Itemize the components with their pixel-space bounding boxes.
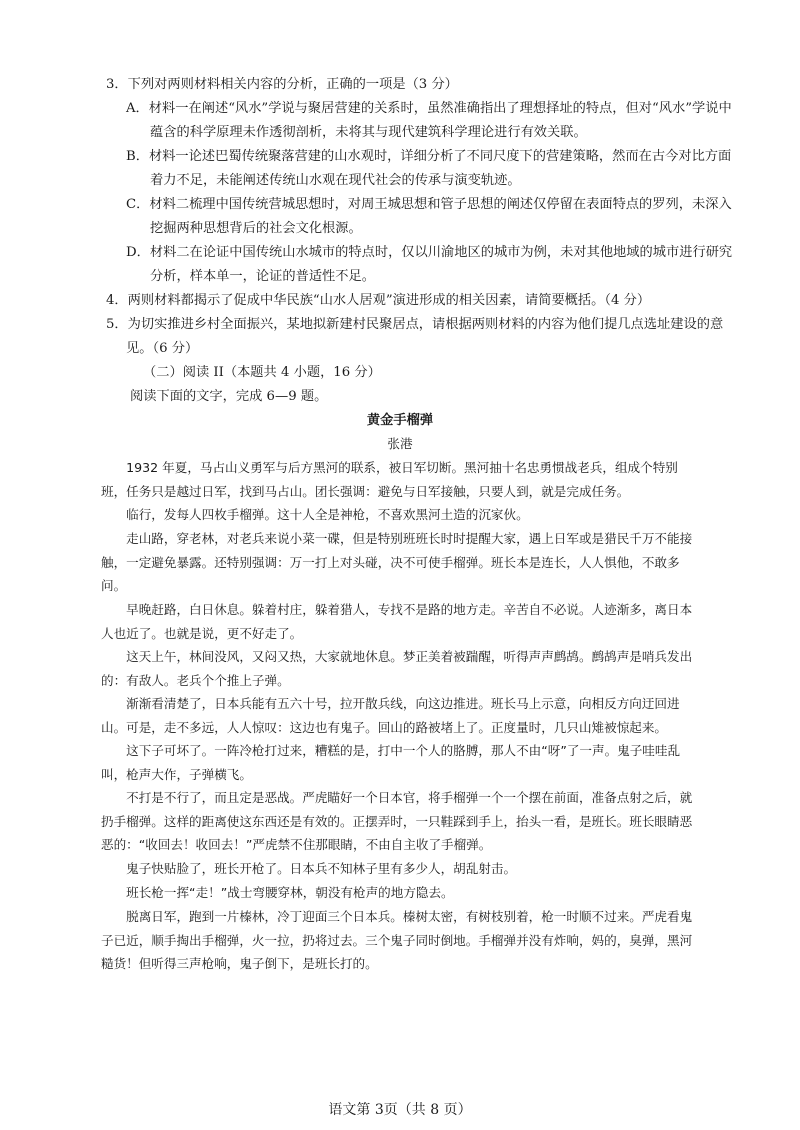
section-heading: （二）阅读 II（本题共 4 小题，16 分） bbox=[143, 365, 381, 380]
question-3-option-d: D．材料二在论证中国传统山水城市的特点时，仅以川渝地区的城市为例，未对其他地域的城市进行研究分析，样本单一，论证的普适性不足。 bbox=[126, 245, 733, 284]
question-5: 5．为切实推进乡村全面振兴，某地拟新建村民聚居点，请根据两则材料的内容为他们提几点选址建设的意见。（6 分） bbox=[106, 317, 724, 356]
story-paragraph: 临行，发每人四枚手榴弹。这十人全是神枪，不喜欢黑河土造的沉家伙。 bbox=[126, 507, 529, 522]
question-3-option-c: C．材料二梳理中国传统营城思想时，对周王城思想和管子思想的阐述仅停留在表面特点的罗列，未深入挖掘两种思想背后的社会文化根源。 bbox=[126, 197, 732, 236]
story-paragraph: 1932 年夏，马占山义勇军与后方黑河的联系，被日军切断。黑河抽十名忠勇惯战老兵，组成个特别班，任务只是越过日军，找到马占山。团长强调：避免与日军接触，只要人到，就是完成任务。 bbox=[101, 460, 678, 499]
story-title: 黄金手榴弹 bbox=[366, 413, 434, 428]
page-footer: 语文第 3页（共 8 页） bbox=[328, 1102, 472, 1118]
story-paragraph: 这下子可坏了。一阵冷枪打过来，糟糕的是，打中一个人的胳膊，那人不由“呀”了一声。鬼子哇哇乱叫，枪声大作，子弹横飞。 bbox=[101, 743, 681, 782]
story-author: 张港 bbox=[387, 436, 413, 451]
question-3-option-b: B．材料一论述巴蜀传统聚落营建的山水观时，详细分析了不同尺度下的营建策略，然而在古今对比方面着力不足，未能阐述传统山水观在现代社会的传承与演变轨迹。 bbox=[126, 149, 732, 188]
story-paragraph: 早晚赶路，白日休息。躲着村庄，躲着猎人，专找不是路的地方走。辛苦自不必说。人迹渐多，离日本人也近了。也就是说，更不好走了。 bbox=[101, 602, 693, 641]
question-4: 4．两则材料都揭示了促成中华民族“山水人居观”演进形成的相关因素，请简要概括。（4 分） bbox=[106, 293, 651, 308]
section-instruction: 阅读下面的文字，完成 6—9 题。 bbox=[130, 389, 328, 404]
question-3-stem: 3．下列对两则材料相关内容的分析，正确的一项是（3 分） bbox=[106, 77, 458, 92]
story-paragraph: 渐渐看清楚了，日本兵能有五六十号，拉开散兵线，向这边推进。班长马上示意，向相反方向迂回进山。可是，走不多远，人人惊叹：这边也有鬼子。回山的路被堵上了。正度量时，几只山雉被惊起来。 bbox=[101, 696, 680, 735]
story-paragraph: 不打是不行了，而且定是恶战。严虎瞄好一个日本官，将手榴弹一个一个摆在前面，准备点射之后，就扔手榴弹。这样的距离使这东西还是有效的。正摆弄时，一只鞋踩到手上，抬头一看，是班长。班长眼睛恶恶的：“收回去！收回去！”严虎禁不住那眼睛，不由自主收了手榴弹。 bbox=[101, 790, 693, 853]
story-paragraph: 鬼子快贴脸了，班长开枪了。日本兵不知林子里有多少人，胡乱射击。 bbox=[126, 861, 517, 876]
story-paragraph: 这天上午，林间没风，又闷又热，大家就地休息。梦正美着被踹醒，听得声声鹧鸪。鹧鸪声是哨兵发出的：有敌人。老兵个个推上子弹。 bbox=[101, 649, 693, 688]
question-3-option-a: A．材料一在阐述“风水”学说与聚居营建的关系时，虽然准确指出了理想择址的特点，但对“风水”学说中蕴含的科学原理未作透彻剖析，未将其与现代建筑科学理论进行有效关联。 bbox=[126, 101, 732, 140]
story-paragraph: 走山路，穿老林，对老兵来说小菜一碟，但是特别班班长时时提醒大家，遇上日军或是猎民千万不能接触，一定避免暴露。还特别强调：万一打上对头碰，决不可使手榴弹。班长本是连长，人人惧他，不敢多问。 bbox=[101, 531, 693, 594]
story-paragraph: 班长枪一挥“走！”战士弯腰穿林，朝没有枪声的地方隐去。 bbox=[126, 885, 454, 900]
story-paragraph: 脱离日军，跑到一片榛林，冷丁迎面三个日本兵。榛树太密，有树枝别着，枪一时顺不过来。严虎看鬼子已近，顺手掏出手榴弹，火一拉，扔将过去。三个鬼子同时倒地。手榴弹并没有炸响，妈的，臭弹，黑河糙货！但听得三声枪响，鬼子倒下，是班长打的。 bbox=[101, 909, 693, 972]
